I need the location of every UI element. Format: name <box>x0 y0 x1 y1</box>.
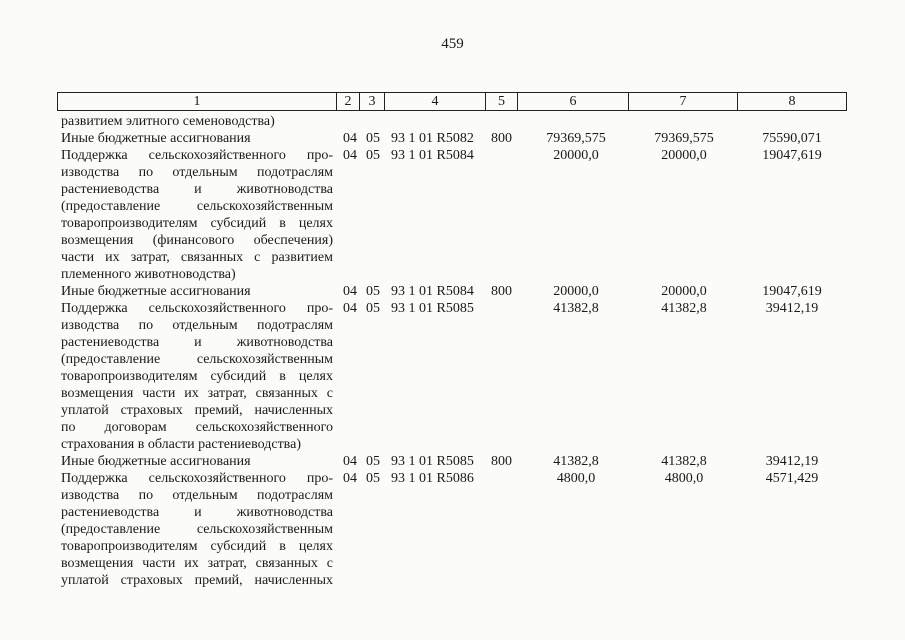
cell-col-4: 93 1 01 R5082 <box>391 131 474 146</box>
table-row <box>0 283 905 300</box>
table-row <box>0 453 905 470</box>
cell-col-2: 04 <box>343 148 357 163</box>
row-description: возмещения части их затрат, связанных с <box>61 386 333 401</box>
row-description: племенного животноводства) <box>61 267 236 282</box>
table-row <box>0 164 905 181</box>
row-description: (предоставление сельскохозяйственным <box>61 199 333 214</box>
cell-col-8: 39412,19 <box>765 454 819 469</box>
table-row <box>0 147 905 164</box>
cell-col-6: 79369,575 <box>546 131 606 146</box>
table-row <box>0 470 905 487</box>
table-row <box>0 351 905 368</box>
row-description: Поддержка сельскохозяйственного про- <box>61 471 333 486</box>
table-row <box>0 181 905 198</box>
row-description: изводства по отдельным подотраслям <box>61 318 333 333</box>
row-description: Поддержка сельскохозяйственного про- <box>61 301 333 316</box>
table-row <box>0 402 905 419</box>
cell-col-8: 4571,429 <box>765 471 819 486</box>
cell-col-4: 93 1 01 R5086 <box>391 471 474 486</box>
table-row <box>0 215 905 232</box>
table-row <box>0 538 905 555</box>
row-description: растениеводства и животноводства <box>61 182 333 197</box>
table-row <box>0 555 905 572</box>
row-description: растениеводства и животноводства <box>61 335 333 350</box>
cell-col-5: 800 <box>491 131 512 146</box>
cell-col-4: 93 1 01 R5084 <box>391 148 474 163</box>
cell-col-5: 800 <box>491 454 512 469</box>
cell-col-3: 05 <box>366 284 380 299</box>
header-col-2: 2 <box>337 93 360 110</box>
row-description: Иные бюджетные ассигнования <box>61 284 251 299</box>
table-row <box>0 521 905 538</box>
cell-col-3: 05 <box>366 454 380 469</box>
header-col-4: 4 <box>385 93 486 110</box>
cell-col-7: 41382,8 <box>661 301 707 316</box>
row-description: Иные бюджетные ассигнования <box>61 454 251 469</box>
table-row <box>0 334 905 351</box>
header-col-5: 5 <box>486 93 518 110</box>
cell-col-3: 05 <box>366 471 380 486</box>
table-row <box>0 419 905 436</box>
row-description: растениеводства и животноводства <box>61 505 333 520</box>
cell-col-8: 75590,071 <box>762 131 822 146</box>
table-row <box>0 572 905 589</box>
table-row <box>0 266 905 283</box>
row-description: Поддержка сельскохозяйственного про- <box>61 148 333 163</box>
row-description: Иные бюджетные ассигнования <box>61 131 251 146</box>
page-number: 459 <box>441 36 464 52</box>
cell-col-3: 05 <box>366 148 380 163</box>
row-description: товаропроизводителям субсидий в целях <box>61 539 333 554</box>
cell-col-7: 20000,0 <box>661 284 707 299</box>
cell-col-2: 04 <box>343 301 357 316</box>
row-description: развитием элитного семеноводства) <box>61 114 275 129</box>
row-description: товаропроизводителям субсидий в целях <box>61 216 333 231</box>
cell-col-3: 05 <box>366 131 380 146</box>
cell-col-8: 39412,19 <box>765 301 819 316</box>
table-row <box>0 368 905 385</box>
header-col-1: 1 <box>58 93 337 110</box>
header-col-8: 8 <box>788 94 796 109</box>
cell-col-6: 20000,0 <box>553 148 599 163</box>
table-row <box>0 317 905 334</box>
cell-col-6: 41382,8 <box>553 301 599 316</box>
cell-col-7: 4800,0 <box>664 471 704 486</box>
table-row <box>0 385 905 402</box>
row-description: уплатой страховых премий, начисленных <box>61 573 333 588</box>
table-row <box>0 198 905 215</box>
row-description: (предоставление сельскохозяйственным <box>61 352 333 367</box>
table-row <box>0 436 905 453</box>
table-header <box>57 92 847 111</box>
cell-col-6: 41382,8 <box>553 454 599 469</box>
cell-col-8: 19047,619 <box>762 148 822 163</box>
cell-col-4: 93 1 01 R5085 <box>391 301 474 316</box>
row-description: возмещения части их затрат, связанных с <box>61 556 333 571</box>
row-description: по договорам сельскохозяйственного <box>61 420 333 435</box>
cell-col-4: 93 1 01 R5084 <box>391 284 474 299</box>
row-description: изводства по отдельным подотраслям <box>61 488 333 503</box>
cell-col-6: 20000,0 <box>553 284 599 299</box>
cell-col-7: 79369,575 <box>654 131 714 146</box>
cell-col-6: 4800,0 <box>556 471 596 486</box>
row-description: (предоставление сельскохозяйственным <box>61 522 333 537</box>
row-description: части их затрат, связанных с развитием <box>61 250 333 265</box>
cell-col-4: 93 1 01 R5085 <box>391 454 474 469</box>
table-row <box>0 113 905 130</box>
table-row <box>0 487 905 504</box>
cell-col-2: 04 <box>343 284 357 299</box>
cell-col-3: 05 <box>366 301 380 316</box>
cell-col-2: 04 <box>343 131 357 146</box>
header-col-3: 3 <box>360 93 385 110</box>
header-col-6: 6 <box>518 93 629 110</box>
row-description: изводства по отдельным подотраслям <box>61 165 333 180</box>
table-row <box>0 504 905 521</box>
row-description: страхования в области растениеводства) <box>61 437 301 452</box>
cell-col-5: 800 <box>491 284 512 299</box>
table-row <box>0 130 905 147</box>
cell-col-2: 04 <box>343 471 357 486</box>
row-description: возмещения (финансового обеспечения) <box>61 233 333 248</box>
cell-col-7: 20000,0 <box>661 148 707 163</box>
cell-col-8: 19047,619 <box>762 284 822 299</box>
table-row <box>0 232 905 249</box>
header-col-7: 7 <box>629 93 738 110</box>
table-row <box>0 300 905 317</box>
cell-col-2: 04 <box>343 454 357 469</box>
cell-col-7: 41382,8 <box>661 454 707 469</box>
row-description: уплатой страховых премий, начисленных <box>61 403 333 418</box>
table-row <box>0 249 905 266</box>
row-description: товаропроизводителям субсидий в целях <box>61 369 333 384</box>
